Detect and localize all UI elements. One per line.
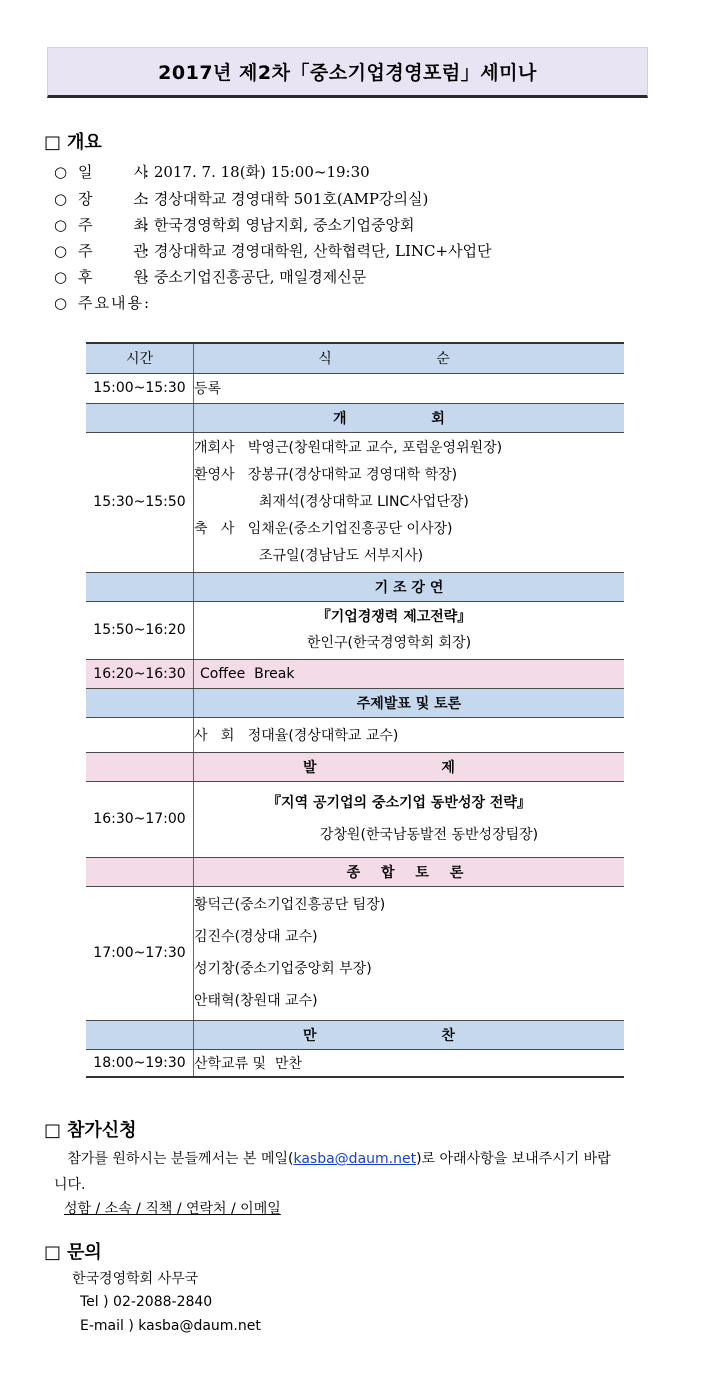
contact-heading-text: 문의 [67, 1242, 102, 1263]
circle-bullet-icon: ○ [54, 294, 68, 312]
row-text: 사 회 정대율(경상대학교 교수) [194, 717, 625, 752]
row-time: 15:50~16:20 [86, 601, 194, 659]
section-title: 주제발표 및 토론 [194, 688, 625, 717]
empty-cell [86, 403, 194, 432]
overview-value: : 중소기업진흥공단, 매일경제신문 [144, 268, 367, 286]
table-row [86, 373, 624, 403]
overview-heading-text: 개요 [67, 132, 102, 153]
empty-cell [86, 688, 194, 717]
contact-heading [44, 1238, 102, 1264]
registration-text-before: 참가를 원하시는 분들께서는 본 메일( [67, 1151, 294, 1167]
presentation-title: 『지역 공기업의 중소기업 동반성장 전략』 [267, 795, 531, 811]
checkbox-square-icon: □ [44, 1242, 62, 1263]
section-header-presentation [86, 752, 624, 781]
overview-item-venue [54, 188, 428, 209]
empty-cell [86, 752, 194, 781]
registration-fields: 성함 / 소속 / 직책 / 연락처 / 이메일 [64, 1201, 281, 1217]
overview-value: : 한국경영학회 영남지회, 중소기업중앙회 [144, 216, 415, 234]
empty-cell [86, 857, 194, 886]
section-header-discussion [86, 857, 624, 886]
table-header-row [86, 343, 624, 373]
contact-email: E-mail ) kasba@daum.net [80, 1318, 261, 1334]
registration-text [54, 1146, 614, 1198]
row-line: 김진수(경상대 교수) [194, 929, 318, 945]
row-text: 산학교류 및 만찬 [194, 1049, 625, 1077]
row-lines [194, 601, 625, 659]
row-time: 15:00~15:30 [86, 373, 194, 403]
row-time: 16:30~17:00 [86, 781, 194, 857]
empty-cell [86, 717, 194, 752]
row-line: 성기창(중소기업중앙회 부장) [194, 961, 372, 977]
section-header-dinner [86, 1020, 624, 1049]
circle-bullet-icon: ○ [54, 190, 68, 208]
table-row [86, 1049, 624, 1077]
overview-item-host [54, 214, 414, 235]
section-header-opening [86, 403, 624, 432]
page-title: 2017년 제2차「중소기업경영포럼」세미나 [47, 47, 648, 98]
overview-value: : 경상대학교 경영대학 501호(AMP강의실) [144, 190, 429, 208]
table-row [86, 432, 624, 572]
overview-label: 주요내용 [78, 294, 144, 312]
overview-label: 주 최 [78, 216, 166, 234]
contact-tel: Tel ) 02-2088-2840 [80, 1294, 213, 1310]
overview-item-organizer [54, 240, 492, 261]
section-header-topic [86, 688, 624, 717]
circle-bullet-icon: ○ [54, 268, 68, 286]
schedule-table [86, 342, 624, 1078]
row-line: 최재석(경상대학교 LINC사업단장) [259, 493, 469, 510]
overview-item-contents [54, 292, 149, 313]
checkbox-square-icon: □ [44, 1120, 62, 1141]
row-text: 등록 [194, 373, 625, 403]
circle-bullet-icon: ○ [54, 242, 68, 260]
row-time: 18:00~19:30 [86, 1049, 194, 1077]
row-line: 안태혁(창원대 교수) [194, 993, 318, 1009]
overview-heading [44, 128, 102, 154]
registration-email-link[interactable]: kasba@daum.net [293, 1151, 417, 1167]
empty-cell [86, 1020, 194, 1049]
row-time: 16:20~16:30 [86, 659, 194, 688]
section-title: 기 조 강 연 [194, 572, 625, 601]
empty-cell [86, 572, 194, 601]
table-row [86, 886, 624, 1020]
circle-bullet-icon: ○ [54, 163, 68, 181]
overview-value: : [144, 294, 150, 312]
section-title: 만 찬 [194, 1020, 625, 1049]
overview-label: 일 시 [78, 163, 166, 181]
overview-value: : 경상대학교 경영대학원, 산학협력단, LINC+사업단 [144, 242, 492, 260]
overview-label: 장 소 [78, 190, 166, 208]
overview-value: : 2017. 7. 18(화) 15:00~19:30 [144, 163, 370, 181]
checkbox-square-icon: □ [44, 132, 62, 153]
section-header-keynote [86, 572, 624, 601]
keynote-title: 『기업경쟁력 제고전략』 [316, 609, 472, 625]
keynote-speaker: 한인구(한국경영학회 회장) [306, 635, 472, 651]
row-lines [194, 886, 625, 1020]
header-program: 식 순 [194, 343, 625, 373]
row-line: 축 사 임채운(중소기업진흥공단 이사장) [194, 520, 453, 537]
contact-org: 한국경영학회 사무국 [72, 1271, 199, 1287]
registration-heading-text: 참가신청 [67, 1120, 137, 1141]
row-line: 개회사 박영근(창원대학교 교수, 포럼운영위원장) [194, 439, 503, 456]
row-line: 황덕근(중소기업진흥공단 팀장) [194, 897, 386, 913]
registration-text-after: )로 아래사항을 보내주시기 바랍니다. [54, 1151, 611, 1193]
row-line: 조규일(경남남도 서부지사) [259, 547, 424, 564]
header-time: 시간 [86, 343, 194, 373]
table-row [86, 781, 624, 857]
section-title: 종 합 토 론 [194, 857, 625, 886]
row-time: 17:00~17:30 [86, 886, 194, 1020]
overview-label: 주 관 [78, 242, 166, 260]
section-title: 개 회 [194, 403, 625, 432]
overview-label: 후 원 [78, 268, 166, 286]
table-row-break [86, 659, 624, 688]
section-title: 발 제 [194, 752, 625, 781]
circle-bullet-icon: ○ [54, 216, 68, 234]
row-time: 15:30~15:50 [86, 432, 194, 572]
table-row [86, 601, 624, 659]
row-lines [194, 432, 625, 572]
registration-heading [44, 1116, 137, 1142]
overview-item-date [54, 161, 370, 182]
row-line: 환영사 장봉규(경상대학교 경영대학 학장) [194, 466, 458, 483]
row-lines [194, 781, 625, 857]
presentation-speaker: 강창원(한국남동발전 동반성장팀장) [319, 827, 539, 843]
row-text: Coffee Break [194, 659, 625, 688]
overview-item-sponsor [54, 266, 366, 287]
table-row [86, 717, 624, 752]
